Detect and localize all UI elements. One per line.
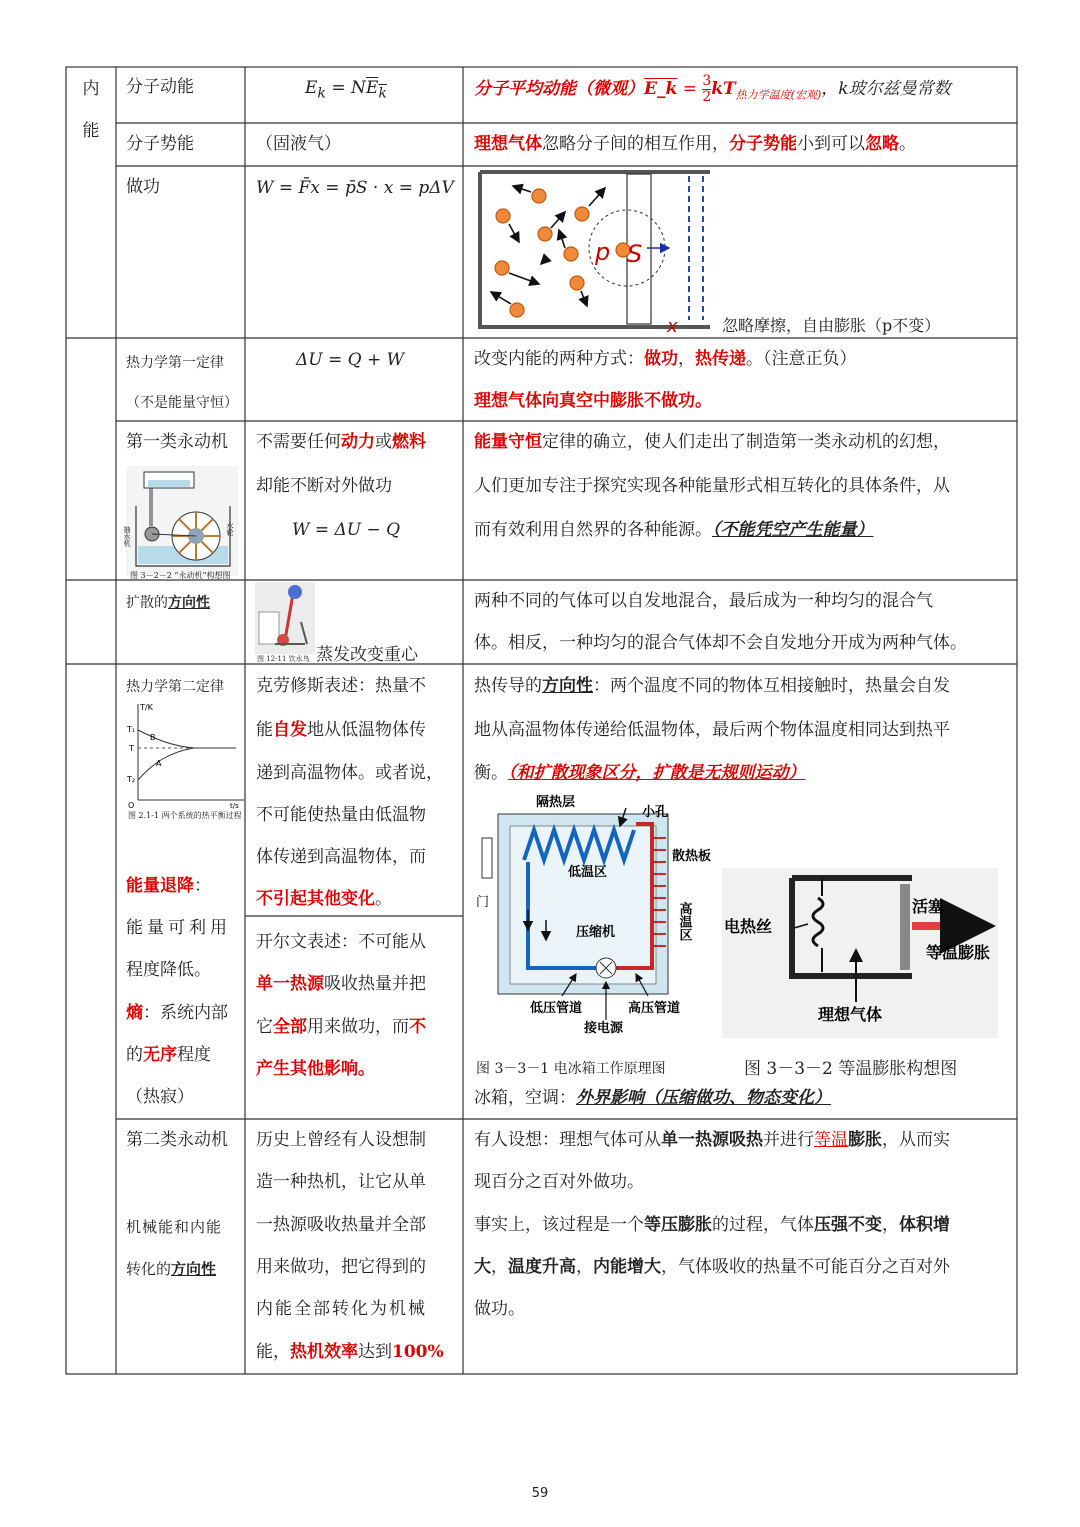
pm2-r3b: 等压膨胀 <box>644 1215 712 1235</box>
pm2-r4c: 温度升高 <box>508 1257 576 1277</box>
cl-2a: 能 <box>256 720 273 740</box>
low-temp-label: 低温区 <box>568 865 608 880</box>
pm2-r1a: 有人设想：理想气体可从 <box>474 1130 661 1150</box>
deg-line-2: 程度降低。 <box>126 960 211 980</box>
kelvin-3 <box>256 1006 426 1049</box>
diff-name <box>126 592 210 612</box>
law2-right-4 <box>474 1077 831 1120</box>
entropy-2 <box>126 1034 211 1077</box>
chart-a: A <box>156 759 162 768</box>
kelvin-2 <box>256 963 426 1006</box>
wheel-label: 水轮 <box>226 522 234 536</box>
pm2-right-2: 现百分之百对外做功。 <box>474 1172 644 1192</box>
pe-description <box>474 123 916 166</box>
pe-d2: 忽略分子间的相互作用， <box>542 134 729 154</box>
pm2-r3c: 的过程，气体 <box>712 1215 814 1235</box>
law2-r1a: 热传导的 <box>474 676 542 696</box>
law1-l1b: 做功 <box>644 349 678 369</box>
fin-label: 散热板 <box>672 849 712 864</box>
pm2-right-4 <box>474 1246 950 1289</box>
law1-l1c: ， <box>678 349 695 369</box>
kv-3a: 它 <box>256 1017 273 1037</box>
kelvin-4: 产生其他影响。 <box>256 1059 375 1079</box>
ke-description: 分子平均动能（微观）E_k = $\frac{3}{2}$ $kT_{热力学温度(宏观)}$，k玻尔兹曼常数 <box>474 73 951 105</box>
pm1-m1c: 或 <box>375 432 392 452</box>
ke-desc-sub: 热力学温度(宏观) <box>735 88 822 102</box>
pm2-sub-1: 机械能和内能 <box>126 1218 223 1236</box>
pm1-r3b: （不能凭空产生能量） <box>712 520 874 540</box>
law2-r1c: ：两个温度不同的物体互相接触时，热量会自发 <box>593 676 950 696</box>
high-temp-label: 高温区 <box>676 902 692 941</box>
kv-3d: 不 <box>409 1017 426 1037</box>
pe-d6: 。 <box>899 134 916 154</box>
chart-o: O <box>128 801 135 810</box>
pm2-r1e: 膨胀 <box>848 1130 882 1150</box>
ent-a: 熵 <box>126 1003 143 1023</box>
pm2-mid-2: 造一种热机，让它从单 <box>256 1172 426 1192</box>
law2-r3a: 衡。 <box>474 763 508 783</box>
insulation-label: 隔热层 <box>536 795 576 810</box>
law1-formula: ΔU = Q + W <box>296 350 405 370</box>
pump-label: 抽水机 <box>123 526 131 547</box>
law1-name: 热力学第一定律 <box>126 355 224 371</box>
cl-6a: 不引起其他变化 <box>256 889 375 909</box>
diff-name-a: 扩散的 <box>126 595 168 611</box>
pm2-r4b: ， <box>491 1257 508 1277</box>
deg-b: ： <box>194 876 211 896</box>
pe-name: 分子势能 <box>126 134 194 154</box>
area-label: S <box>627 240 643 268</box>
pm2-mid-3: 一热源吸收热量并全部 <box>256 1215 426 1235</box>
pm1-right-3 <box>474 509 874 552</box>
pm2-r3a: 事实上，该过程是一个 <box>474 1215 644 1235</box>
pm1-mid-2: 却能不断对外做功 <box>256 476 392 496</box>
pm1-fig-caption: 图 3－2－2 “永动机”构想图 <box>130 571 231 580</box>
pm2-r4e: 内能增大 <box>593 1257 661 1277</box>
iso-caption: 图 3－3－2 等温膨胀构想图 <box>744 1059 958 1079</box>
ke-desc-tail: ，k玻尔兹曼常数 <box>821 79 951 99</box>
pm1-right-2: 人们更加专注于探究实现各种能量形式相互转化的具体条件，从 <box>474 476 950 496</box>
pm2-mid-1: 历史上曾经有人设想制 <box>256 1130 426 1150</box>
pressure-label: p <box>595 238 611 266</box>
page-number: 59 <box>531 1486 549 1501</box>
heater-label: 电热丝 <box>724 917 773 936</box>
pm2-mid-4: 用来做功，把它得到的 <box>256 1257 426 1277</box>
law2-r1b: 方向性 <box>542 676 593 696</box>
ke-desc-kt: kT <box>711 79 736 99</box>
thermal-equilibrium-chart <box>124 700 246 818</box>
pm2-m6b: 热机效率 <box>290 1342 358 1362</box>
ke-desc-red: 分子平均动能（微观） <box>474 79 644 99</box>
pm1-mid-1 <box>256 421 426 464</box>
power-label: 接电源 <box>584 1021 624 1036</box>
pe-d1: 理想气体 <box>474 134 542 154</box>
pe-d5: 忽略 <box>865 134 899 154</box>
pm2-r4f: ，气体吸收的热量不可能百分之百对外 <box>661 1257 950 1277</box>
pm1-r3a: 而有效利用自然界的各种能源。 <box>474 520 712 540</box>
ent-c: 的 <box>126 1045 143 1065</box>
law1-l1e: 。（注意正负） <box>746 349 857 369</box>
work-name: 做功 <box>126 177 160 197</box>
clausius-3: 递到高温物体。或者说， <box>256 763 443 783</box>
high-pipe-label: 高压管道 <box>628 1001 681 1016</box>
ke-formula: $E_k = NE_k$ <box>305 78 387 102</box>
piston-plate <box>900 884 910 970</box>
displacement-label: x <box>667 316 678 337</box>
cl-6b: 。 <box>375 889 392 909</box>
law1-desc-1 <box>474 338 857 381</box>
law2-r4b: 外界影响（压缩做功、物态变化） <box>576 1088 831 1108</box>
pm1-formula: W = ΔU − Q <box>292 520 401 540</box>
perpetual-machine-figure <box>123 466 238 576</box>
pm2-r3e: ， <box>882 1215 899 1235</box>
pm1-m1b: 动力 <box>341 432 375 452</box>
ent-b: ：系统内部 <box>143 1003 228 1023</box>
pm2-r3d: 压强不变 <box>814 1215 882 1235</box>
pm2-r4d: ， <box>576 1257 593 1277</box>
drinking-bird-figure <box>255 582 315 654</box>
kv-2b: 吸收热量并把 <box>324 974 426 994</box>
pm1-r1a: 能量守恒 <box>474 432 542 452</box>
iso-expand-label: 等温膨胀 <box>926 943 991 962</box>
compressor-label: 压缩机 <box>576 925 616 940</box>
cl-2c: 地从低温物体传 <box>307 720 426 740</box>
kv-3c: 用来做功，而 <box>307 1017 409 1037</box>
clausius-4: 不可能使热量由低温物 <box>256 805 426 825</box>
ent-e: 程度 <box>177 1045 211 1065</box>
ke-desc-ek: E_k <box>644 79 678 99</box>
pe-note: （固液气） <box>256 134 341 154</box>
kelvin-1: 开尔文表述：不可能从 <box>256 932 426 952</box>
cl-2b: 自发 <box>273 720 307 740</box>
work-fig-caption: 忽略摩擦，自由膨胀（p不变） <box>722 316 941 335</box>
fridge-caption: 图 3－3－1 电冰箱工作原理图 <box>476 1061 666 1077</box>
law1-desc-2: 理想气体向真空中膨胀不做功。 <box>474 391 712 411</box>
chart-t: T <box>129 744 134 753</box>
deg-line-1: 能量可利用 <box>126 918 231 938</box>
chart-t1: T₁ <box>127 725 136 734</box>
deg-a: 能量退降 <box>126 876 194 896</box>
diff-fig-caption: 图 12-11 饮水鸟 <box>257 655 310 663</box>
law2-right-2: 地从高温物体传递给低温物体，最后两个物体温度相同达到热平 <box>474 720 950 740</box>
law1-l1a: 改变内能的两种方式： <box>474 349 644 369</box>
ke-frac-den: 2 <box>702 89 712 105</box>
pm2-sub-2 <box>126 1258 216 1279</box>
entropy-1 <box>126 992 228 1035</box>
pm2-r3f: 体积增 <box>899 1215 950 1235</box>
pe-d3: 分子势能 <box>729 134 797 154</box>
gas-piston-figure <box>477 170 715 337</box>
pm1-right-1 <box>474 421 950 464</box>
pm2-name: 第二类永动机 <box>126 1130 228 1150</box>
piston-label: 活塞 <box>912 897 945 916</box>
pm2-mid-6 <box>256 1331 444 1374</box>
clausius-1: 克劳修斯表述：热量不 <box>256 676 426 696</box>
clausius-2 <box>256 709 426 752</box>
isothermal-figure <box>722 868 998 1038</box>
diff-right-2: 体。相反，一种均匀的混合气体却不会自发地分开成为两种气体。 <box>474 633 967 653</box>
kv-3b: 全部 <box>273 1017 307 1037</box>
diff-mid: 蒸发改变重心 <box>316 645 418 665</box>
pm2-right-1 <box>474 1119 950 1162</box>
label-char-1: 内 <box>82 79 100 99</box>
pm2-r1f: ，从而实 <box>882 1130 950 1150</box>
pe-d4: 小到可以 <box>797 134 865 154</box>
low-pipe-label: 低压管道 <box>530 1001 583 1016</box>
entropy-3: （热寂） <box>126 1087 194 1107</box>
diff-name-b: 方向性 <box>168 595 210 611</box>
inner-energy-label <box>66 68 116 152</box>
law2-right-1 <box>474 665 950 708</box>
law2-name: 热力学第二定律 <box>126 679 224 695</box>
pm2-r4a: 大 <box>474 1257 491 1277</box>
pm2-m6c: 达到 <box>358 1342 392 1362</box>
pm1-name: 第一类永动机 <box>126 432 228 452</box>
law2-r4a: 冰箱，空调： <box>474 1088 576 1108</box>
ke-frac-num: 3 <box>702 73 712 89</box>
law2-r3b: （和扩散现象区分，扩散是无规则运动） <box>508 763 806 783</box>
law1-sub: （不是能量守恒） <box>126 395 238 411</box>
clausius-5: 体传递到高温物体，而 <box>256 847 426 867</box>
ent-d: 无序 <box>143 1045 177 1065</box>
door-label: 门 <box>476 895 490 910</box>
pm2-m6a: 能， <box>256 1342 290 1362</box>
pm1-r1b: 定律的确立，使人们走出了制造第一类永动机的幻想， <box>542 432 950 452</box>
pm2-right-5: 做功。 <box>474 1299 525 1319</box>
refrigerator-figure <box>476 790 716 1050</box>
pm2-r1c: 并进行 <box>763 1130 814 1150</box>
pm1-m1a: 不需要任何 <box>256 432 341 452</box>
ideal-gas-label: 理想气体 <box>818 1005 883 1024</box>
clausius-6 <box>256 878 392 921</box>
pm2-right-3 <box>474 1204 950 1247</box>
ke-name: 分子动能 <box>126 77 194 97</box>
chart-b: B <box>150 733 156 742</box>
pm2-sub-2a: 转化的 <box>126 1260 172 1278</box>
label-char-2: 能 <box>82 121 100 141</box>
pm2-mid-5: 内能全部转化为机械 <box>256 1299 427 1319</box>
chart-t2: T₂ <box>127 775 136 784</box>
pm2-r1b: 单一热源吸热 <box>661 1130 763 1150</box>
law2-right-3 <box>474 752 806 795</box>
law1-l1d: 热传递 <box>695 349 746 369</box>
law2-chart-caption: 图 2.1-1 两个系统的热平衡过程 <box>128 811 242 820</box>
degradation <box>126 865 211 908</box>
pm2-m6d: 100% <box>392 1342 444 1362</box>
chart-ylabel: T/K <box>140 703 153 712</box>
kv-2a: 单一热源 <box>256 974 324 994</box>
pm2-r1d: 等温 <box>814 1130 848 1150</box>
pm1-m1d: 燃料 <box>392 432 426 452</box>
diff-right-1: 两种不同的气体可以自发地混合，最后成为一种均匀的混合气 <box>474 591 933 611</box>
hole-label: 小孔 <box>642 805 669 820</box>
work-formula: W = F̄x = p̄S · x = pΔV <box>256 178 454 198</box>
chart-xlabel: t/s <box>230 802 239 810</box>
pm2-sub-2b: 方向性 <box>171 1260 217 1278</box>
